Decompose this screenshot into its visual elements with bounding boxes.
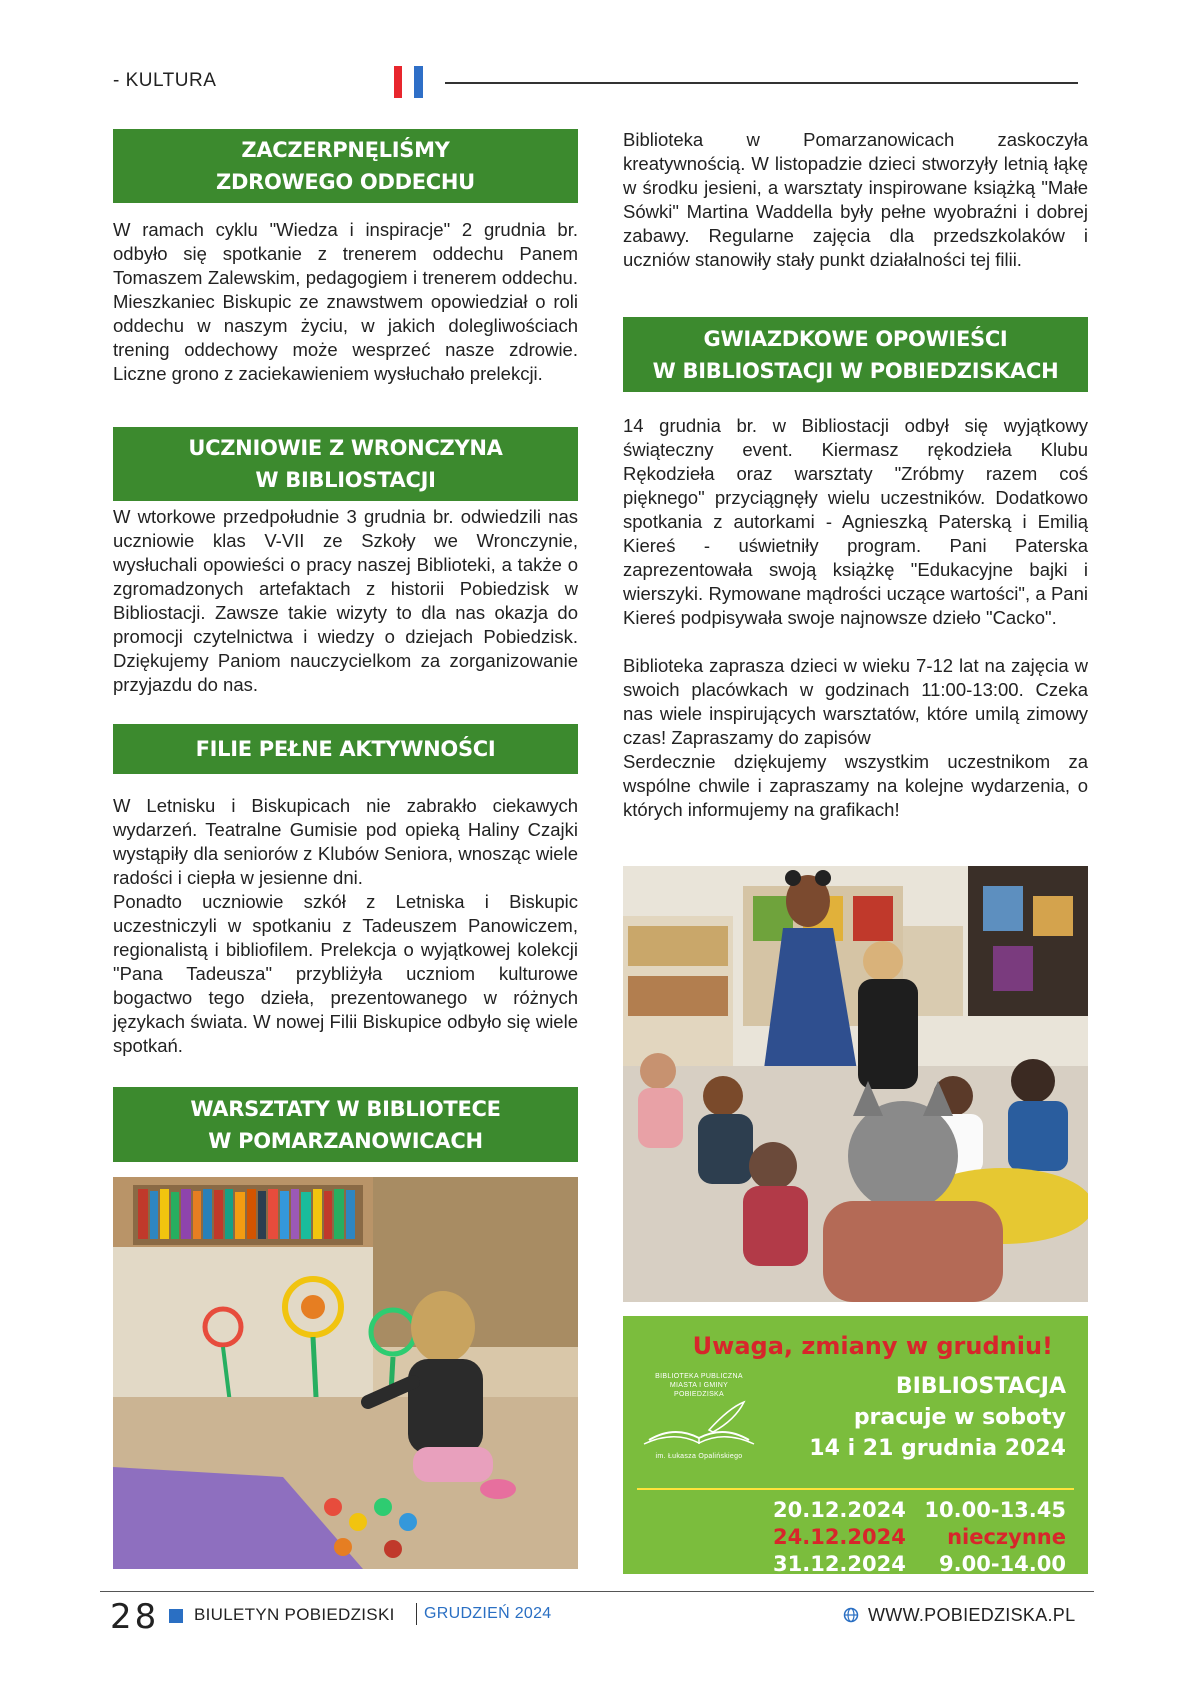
section-label: - KULTURA — [113, 70, 217, 91]
paragraph: Biblioteka w Pomarzanowicach zaskoczyła kreatywnością. W listopadzie dzieci stworzyły letnią łąkę w środku jesieni, a warsztaty inspirowane książką "Małe Sówki" Martina Waddella były pełne wyobraźni i dobrej zabawy. Regularne zajęcia dla przedszkolaków i uczniów stanowiły stały punkt działalności tej filii. — [623, 129, 1088, 270]
logo-text: MIASTA I GMINY — [669, 1382, 729, 1389]
issue-label: GRUDZIEŃ 2024 — [424, 1605, 552, 1622]
photo-storytelling — [623, 866, 1088, 1302]
heading-line: ZDROWEGO ODDECHU — [216, 170, 475, 194]
schedule-notice — [623, 1316, 1088, 1574]
website-link[interactable]: WWW.POBIEDZISKA.PL — [868, 1605, 1076, 1625]
logo-text: BIBLIOTEKA PUBLICZNA — [655, 1373, 743, 1380]
flag-blue-bar — [414, 66, 423, 98]
heading-line: ZACZERPNĘLIŚMY — [241, 138, 450, 162]
publication-title: BIULETYN POBIEDZISKI — [194, 1605, 395, 1624]
article-heading-stories — [623, 317, 1088, 392]
heading-line: W BIBLIOSTACJI W POBIEDZISKACH — [652, 358, 1059, 383]
footer-rule — [100, 1591, 1094, 1592]
paragraph: W Letnisku i Biskupicach nie zabrakło ciekawych wydarzeń. Teatralne Gumisie pod opieką Haliny Czajki wystąpiły dla seniorów z Klubów Seniora, wnosząc wiele radości i ciepła w jesienne dni. — [113, 795, 578, 888]
paragraph: Ponadto uczniowie szkół z Letniska i Biskupic uczestniczyli w spotkaniu z Tadeuszem Panowiczem, regionalistą i bibliofilem. Prelekcja o wyjątkowej kolekcji "Pana Tadeusza" przybliżyła uczniom kulturowe bogactwo tego dzieła, prezentowanego w różnych językach świata. W nowej Filii Biskupice odbyło się wiele spotkań. — [113, 891, 578, 1056]
footer-separator — [416, 1603, 417, 1625]
notice-main-line: BIBLIOSTACJA — [895, 1374, 1066, 1399]
open-book-icon — [639, 1400, 759, 1448]
schedule-date: 24.12.2024 — [773, 1525, 906, 1549]
photo-child-painting — [113, 1177, 578, 1569]
article-body-wronczyn — [113, 505, 578, 697]
quill-icon — [709, 1402, 744, 1432]
paragraph: 14 grudnia br. w Bibliostacji odbył się wyjątkowy świąteczny event. Kiermasz rękodzieła Klubu Rękodzieła oraz warsztaty "Zróbmy razem coś pięknego" przyciągnęły wielu uczestników. Dodatkowo spotkania z autorkami - Agnieszką Paterską i Emilią Kiereś - uświetniły program. Pani Paterska zaprezentowała swoją książkę "Edukacyjne bajki i wierszyki. Rymowane mądrości uczące wartości", a Pani Kiereś podpisywała swoje najnowsze dzieło "Cacko". — [623, 415, 1088, 628]
heading-line: GWIAZDKOWE OPOWIEŚCI — [703, 326, 1008, 351]
article-heading-branches — [113, 724, 578, 774]
paragraph: Biblioteka zaprasza dzieci w wieku 7-12 lat na zajęcia w swoich placówkach w godzinach 11:00-13:00. Czeka nas wiele inspirujących warsztatów, które umilą zimowy czas! Zapraszamy do zapisów — [623, 655, 1088, 748]
heading-line: W BIBLIOSTACJI — [255, 468, 436, 492]
footer-square-icon — [169, 1609, 183, 1623]
heading-line: W POMARZANOWICACH — [208, 1128, 483, 1153]
schedule-date: 31.12.2024 — [773, 1552, 906, 1576]
notice-title: Uwaga, zmiany w grudniu! — [692, 1332, 1053, 1360]
heading-line: FILIE PEŁNE AKTYWNOŚCI — [195, 737, 496, 761]
logo-text: POBIEDZISKA — [674, 1391, 724, 1398]
schedule-time: 9.00-14.00 — [939, 1552, 1066, 1576]
article-body-branches — [113, 794, 578, 1058]
paragraph: W wtorkowe przedpołudnie 3 grudnia br. odwiedzili nas uczniowie klas V-VII ze Szkoły we Wronczynie, wysłuchali opowieści o pracy naszej Biblioteki, a także o zgromadzonych artefaktach z historii Pobiedzisk w Bibliostacji. Zawsze takie wizyty to dla nas okazja do promocji czytelnictwa i wiedzy o dziejach Pobiedzisk. Dziękujemy Paniom nauczycielkom za zorganizowanie przyjazdu do nas. — [113, 506, 578, 695]
notice-main-line: pracuje w soboty — [853, 1405, 1066, 1430]
paragraph: W ramach cyklu "Wiedza i inspiracje" 2 grudnia br. odbyło się spotkanie z trenerem oddechu Panem Tomaszem Zalewskim, pedagogiem i trenerem oddechu. Mieszkaniec Biskupic ze znawstwem opowiedział o roli oddechu w naszym życiu, w jakich dolegliwościach trening oddechowy może wesprzeć nasze zdrowie. Liczne grono z zaciekawieniem wysłuchało prelekcji. — [113, 219, 578, 384]
heading-line: UCZNIOWIE Z WRONCZYNA — [188, 436, 503, 460]
article-body-stories — [623, 414, 1088, 822]
article-heading-breath — [113, 129, 578, 203]
article-body-workshops — [623, 128, 1088, 272]
schedule-time: nieczynne — [947, 1525, 1066, 1549]
logo-subtitle: im. Łukasza Opalińskiego — [655, 1453, 743, 1460]
article-heading-wronczyn — [113, 427, 578, 501]
library-logo — [635, 1364, 763, 1464]
notice-main-line: 14 i 21 grudnia 2024 — [809, 1436, 1066, 1461]
schedule-date: 20.12.2024 — [773, 1498, 906, 1522]
paragraph: Serdecznie dziękujemy wszystkim uczestnikom za wspólne chwile i zapraszamy na kolejne wydarzenia, o których informujemy na grafikach! — [623, 751, 1088, 820]
globe-icon — [843, 1607, 859, 1623]
schedule-time: 10.00-13.45 — [924, 1498, 1066, 1522]
heading-line: WARSZTATY W BIBLIOTECE — [190, 1096, 501, 1121]
bookshelf — [133, 1185, 363, 1245]
article-heading-workshops — [113, 1087, 578, 1162]
header-rule — [445, 82, 1078, 84]
notice-divider — [637, 1488, 1074, 1490]
flag-red-bar — [394, 66, 402, 98]
article-body-breath — [113, 218, 578, 386]
page-number: 28 — [110, 1597, 160, 1637]
